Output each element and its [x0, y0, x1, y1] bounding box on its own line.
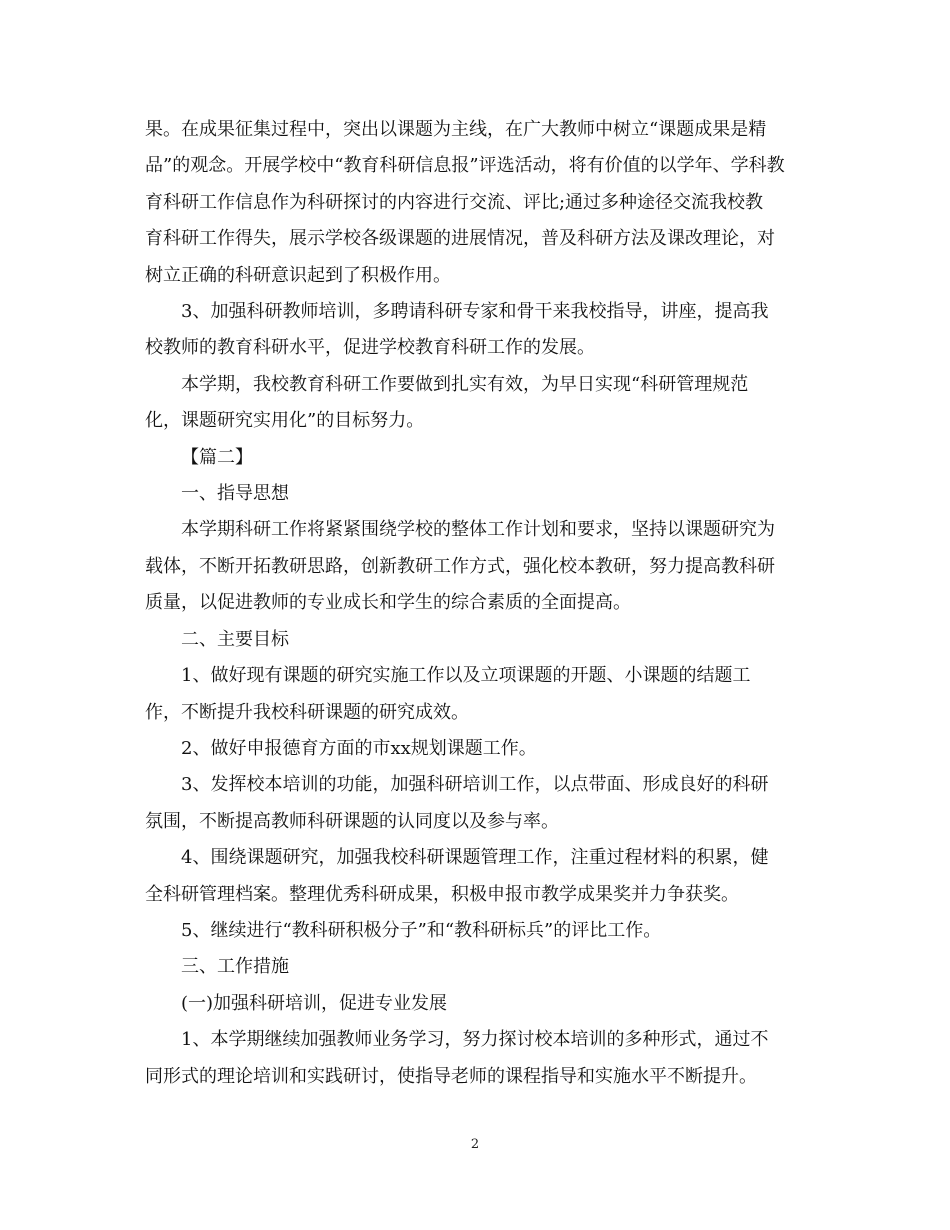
text-line: 本学期，我校教育科研工作要做到扎实有效，为早日实现“科研管理规范: [181, 373, 749, 395]
text-line: 化，课题研究实用化”的目标努力。: [145, 410, 425, 432]
text-line: 4、围绕课题研究，加强我校科研课题管理工作，注重过程材料的积累，健: [181, 847, 769, 869]
paragraph: [145, 294, 810, 367]
paragraph: [145, 949, 810, 985]
text-line: 质量，以促进教师的专业成长和学生的综合素质的全面提高。: [145, 592, 631, 614]
paragraph: [145, 112, 810, 294]
text-line: 1、做好现有课题的研究实施工作以及立项课题的开题、小课题的结题工: [181, 665, 751, 687]
paragraph: [145, 367, 810, 440]
paragraph: [145, 731, 810, 767]
text-line: 全科研管理档案。整理优秀科研成果，积极申报市教学成果奖并力争获奖。: [145, 883, 739, 905]
paragraph: [145, 476, 810, 512]
text-line: 校教师的教育科研水平，促进学校教育科研工作的发展。: [145, 337, 595, 359]
text-line: 2、做好申报德育方面的市xx规划课题工作。: [181, 737, 537, 759]
paragraph: [145, 658, 810, 731]
text-line: 作，不断提升我校科研课题的研究成效。: [145, 701, 469, 723]
paragraph: [145, 440, 810, 476]
text-line: 5、继续进行“教科研积极分子”和“教科研标兵”的评比工作。: [181, 919, 662, 941]
text-line: 3、发挥校本培训的功能，加强科研培训工作，以点带面、形成良好的科研: [181, 774, 769, 796]
text-line: 氛围，不断提高教师科研课题的认同度以及参与率。: [145, 810, 559, 832]
paragraph: [145, 622, 810, 658]
paragraph: [145, 986, 810, 1022]
text-line: 二、主要目标: [181, 628, 289, 650]
text-line: 同形式的理论培训和实践研讨，使指导老师的课程指导和实施水平不断提升。: [145, 1065, 757, 1087]
text-line: 本学期科研工作将紧紧围绕学校的整体工作计划和要求，坚持以课题研究为: [181, 519, 775, 541]
text-line: 载体，不断开拓教研思路，创新教研工作方式，强化校本教研，努力提高教科研: [145, 555, 775, 577]
text-line: 果。在成果征集过程中，突出以课题为主线，在广大教师中树立“课题成果是精: [145, 119, 767, 140]
text-line: 3、加强科研教师培训，多聘请科研专家和骨干来我校指导，讲座，提高我: [181, 301, 769, 323]
text-line: 育科研工作信息作为科研探讨的内容进行交流、评比;通过多种途径交流我校教: [145, 191, 764, 213]
document-body: [145, 112, 810, 1095]
paragraph: [145, 767, 810, 840]
paragraph: [145, 840, 810, 913]
text-line: 三、工作措施: [181, 956, 289, 978]
text-line: 育科研工作得失，展示学校各级课题的进展情况，普及科研方法及课改理论，对: [145, 228, 775, 250]
text-line: 一、指导思想: [181, 483, 289, 505]
paragraph: [145, 512, 810, 621]
text-line: 品”的观念。开展学校中“教育科研信息报”评选活动，将有价值的以学年、学科教: [145, 155, 785, 177]
paragraph: [145, 1022, 810, 1095]
text-line: 树立正确的科研意识起到了积极作用。: [145, 264, 451, 286]
page-number: 2: [470, 1137, 480, 1152]
text-line: (一)加强科研培训，促进专业发展: [181, 992, 448, 1014]
text-line: 1、本学期继续加强教师业务学习，努力探讨校本培训的多种形式，通过不: [181, 1029, 769, 1051]
paragraph: [145, 913, 810, 949]
text-line: 【篇二】: [181, 446, 253, 468]
